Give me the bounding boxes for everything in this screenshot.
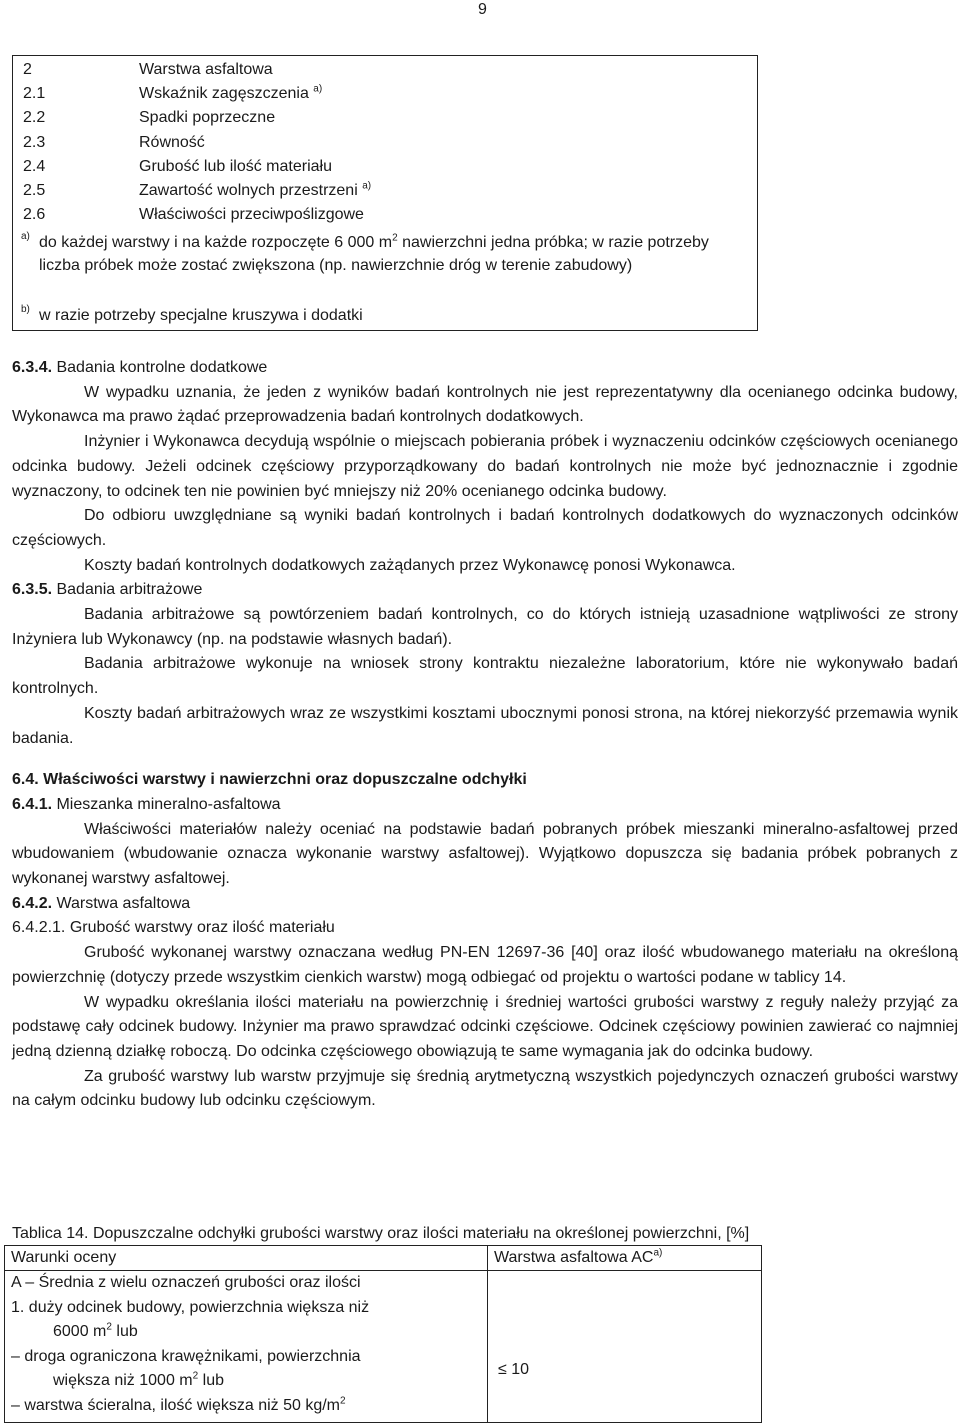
- column-header-conditions: Warunki oceny: [5, 1246, 488, 1271]
- row-number: 2.5: [23, 182, 46, 199]
- row-number: 2.1: [23, 85, 46, 102]
- page-number: 9: [478, 1, 487, 18]
- row-label: Spadki poprzeczne: [139, 109, 276, 126]
- paragraph: Badania arbitrażowe są powtórzeniem badań kontrolnych, co do których istnieją uzasadnione wątpliwości ze strony Inżyniera lub Wykonawcy (np. na podstawie własnych badań).: [12, 606, 958, 648]
- document-body: [12, 356, 958, 1114]
- conditions-cell: A – Średnia z wielu oznaczeń grubości oraz ilości 1. duży odcinek budowy, powierzchnia większa niż 6000 $m^2$ lub – droga ograniczona krawężnikami, powierzchnia większa niż 1000 $m^2$ lub – warstwa ścieralna, ilość większa niż 50 $kg/m^2$: [5, 1271, 488, 1423]
- row-label: Warstwa asfaltowa: [139, 61, 273, 78]
- test-scope-box: [12, 55, 758, 331]
- paragraph: W wypadku uznania, że jeden z wyników badań kontrolnych nie jest reprezentatywny dla ocenianego odcinka budowy, Wykonawca ma prawo żądać przeprowadzenia badań kontrolnych dodatkowych.: [12, 383, 958, 426]
- paragraph: Grubość wykonanej warstwy oznaczana według PN-EN 12697-36 [40] oraz ilość wbudowanego materiału na określoną powierzchnię (dotyczy przede wszystkim cienkich warstw) mogą odbiegać od projektu o wartości podane w tablicy 14.: [12, 944, 958, 986]
- footnote-marker: a): [362, 180, 372, 192]
- footnote-b: b) w razie potrzeby specjalne kruszywa i dodatki: [21, 304, 363, 324]
- table-header-row: [5, 1246, 762, 1271]
- section-heading-6-4: 6.4. Właściwości warstwy i nawierzchni oraz dopuszczalne odchyłki: [12, 771, 527, 789]
- paragraph: Do odbioru uwzględniane są wyniki badań kontrolnych i badań kontrolnych dodatkowych do wyznaczonych odcinków częściowych.: [12, 507, 958, 549]
- row-number: 2.3: [23, 134, 46, 151]
- row-label: Równość: [139, 134, 205, 151]
- footnote-marker: a): [313, 83, 323, 95]
- paragraph: Koszty badań arbitrażowych wraz ze wszystkimi kosztami ubocznymi ponosi strona, na której niekorzyść przemawia wynik badania.: [12, 704, 958, 747]
- row-label: Właściwości przeciwpoślizgowe: [139, 206, 364, 223]
- section-heading-6-3-5: 6.3.5. Badania arbitrażowe: [12, 581, 203, 599]
- tolerance-value: ≤ 10: [498, 1361, 530, 1378]
- footnote-a: a) do każdej warstwy i na każde rozpoczęte 6 000 $m^2$ nawierzchni jedna próbka; w razie potrzeby liczba próbek może zostać zwiększona (np. nawierzchnie dróg w terenie zabudowy): [21, 231, 709, 274]
- table-caption: Tablica 14. Dopuszczalne odchyłki grubości warstwy oraz ilości materiału na określonej powierzchni, [%]: [12, 1225, 750, 1242]
- paragraph: Koszty badań kontrolnych dodatkowych zażądanych przez Wykonawcę ponosi Wykonawca.: [84, 556, 736, 574]
- row-number: 2.2: [23, 109, 46, 126]
- section-heading-6-4-2: 6.4.2. Warstwa asfaltowa: [12, 894, 191, 912]
- row-number: 2: [23, 61, 32, 78]
- section-heading-6-4-2-1: 6.4.2.1. Grubość warstwy oraz ilość materiału: [12, 919, 335, 937]
- row-number: 2.6: [23, 206, 46, 223]
- table-row: [5, 1271, 762, 1423]
- paragraph: W wypadku określania ilości materiału na powierzchnię i średniej wartości grubości warstwy z reguły należy przyjąć za podstawę cały odcinek budowy. Inżynier ma prawo sprawdzać odcinki częściowe. Odcinek częściowy powinien zawierać co najmniej jedną dzienną działkę roboczą. Do odcinka częściowego obowiązują te same wymagania jak do odcinka budowy.: [12, 993, 958, 1060]
- tolerance-table: [4, 1245, 762, 1423]
- paragraph: Za grubość warstwy lub warstw przyjmuje się średnią arytmetyczną wszystkich pojedynczych oznaczeń grubości warstwy na całym odcinku budowy lub odcinku częściowym.: [12, 1067, 958, 1110]
- row-label: Grubość lub ilość materiału: [139, 158, 332, 175]
- paragraph: Badania arbitrażowe wykonuje na wniosek strony kontraktu niezależne laboratorium, które nie wykonywało badań kontrolnych.: [12, 655, 958, 698]
- paragraph: Inżynier i Wykonawca decydują wspólnie o miejscach pobierania próbek i wyznaczeniu odcinków częściowych ocenianego odcinka budowy. Jeżeli odcinek częściowy przyporządkowany do badań kontrolnych nie może być jednoznacznie i zgodnie wyznaczony, to odcinek ten nie powinien być mniejszy niż 20% ocenianego odcinka budowy.: [12, 433, 958, 500]
- row-label: Wskaźnik zagęszczenia: [139, 85, 309, 102]
- column-header-layer: Warstwa asfaltowa AC$^{a)}$: [488, 1246, 762, 1271]
- section-heading-6-3-4: 6.3.4. Badania kontrolne dodatkowe: [12, 359, 268, 376]
- section-heading-6-4-1: 6.4.1. Mieszanka mineralno-asfaltowa: [12, 795, 281, 813]
- value-cell: [488, 1271, 762, 1423]
- paragraph: Właściwości materiałów należy oceniać na podstawie badań pobranych próbek mieszanki mineralno-asfaltowej przed wbudowaniem (wbudowanie oznacza wykonanie warstwy asfaltowej). Wyjątkowo dopuszcza się badania próbek pobranych z wykonanej warstwy asfaltowej.: [12, 820, 958, 888]
- row-label: Zawartość wolnych przestrzeni: [139, 182, 358, 199]
- row-number: 2.4: [23, 158, 46, 175]
